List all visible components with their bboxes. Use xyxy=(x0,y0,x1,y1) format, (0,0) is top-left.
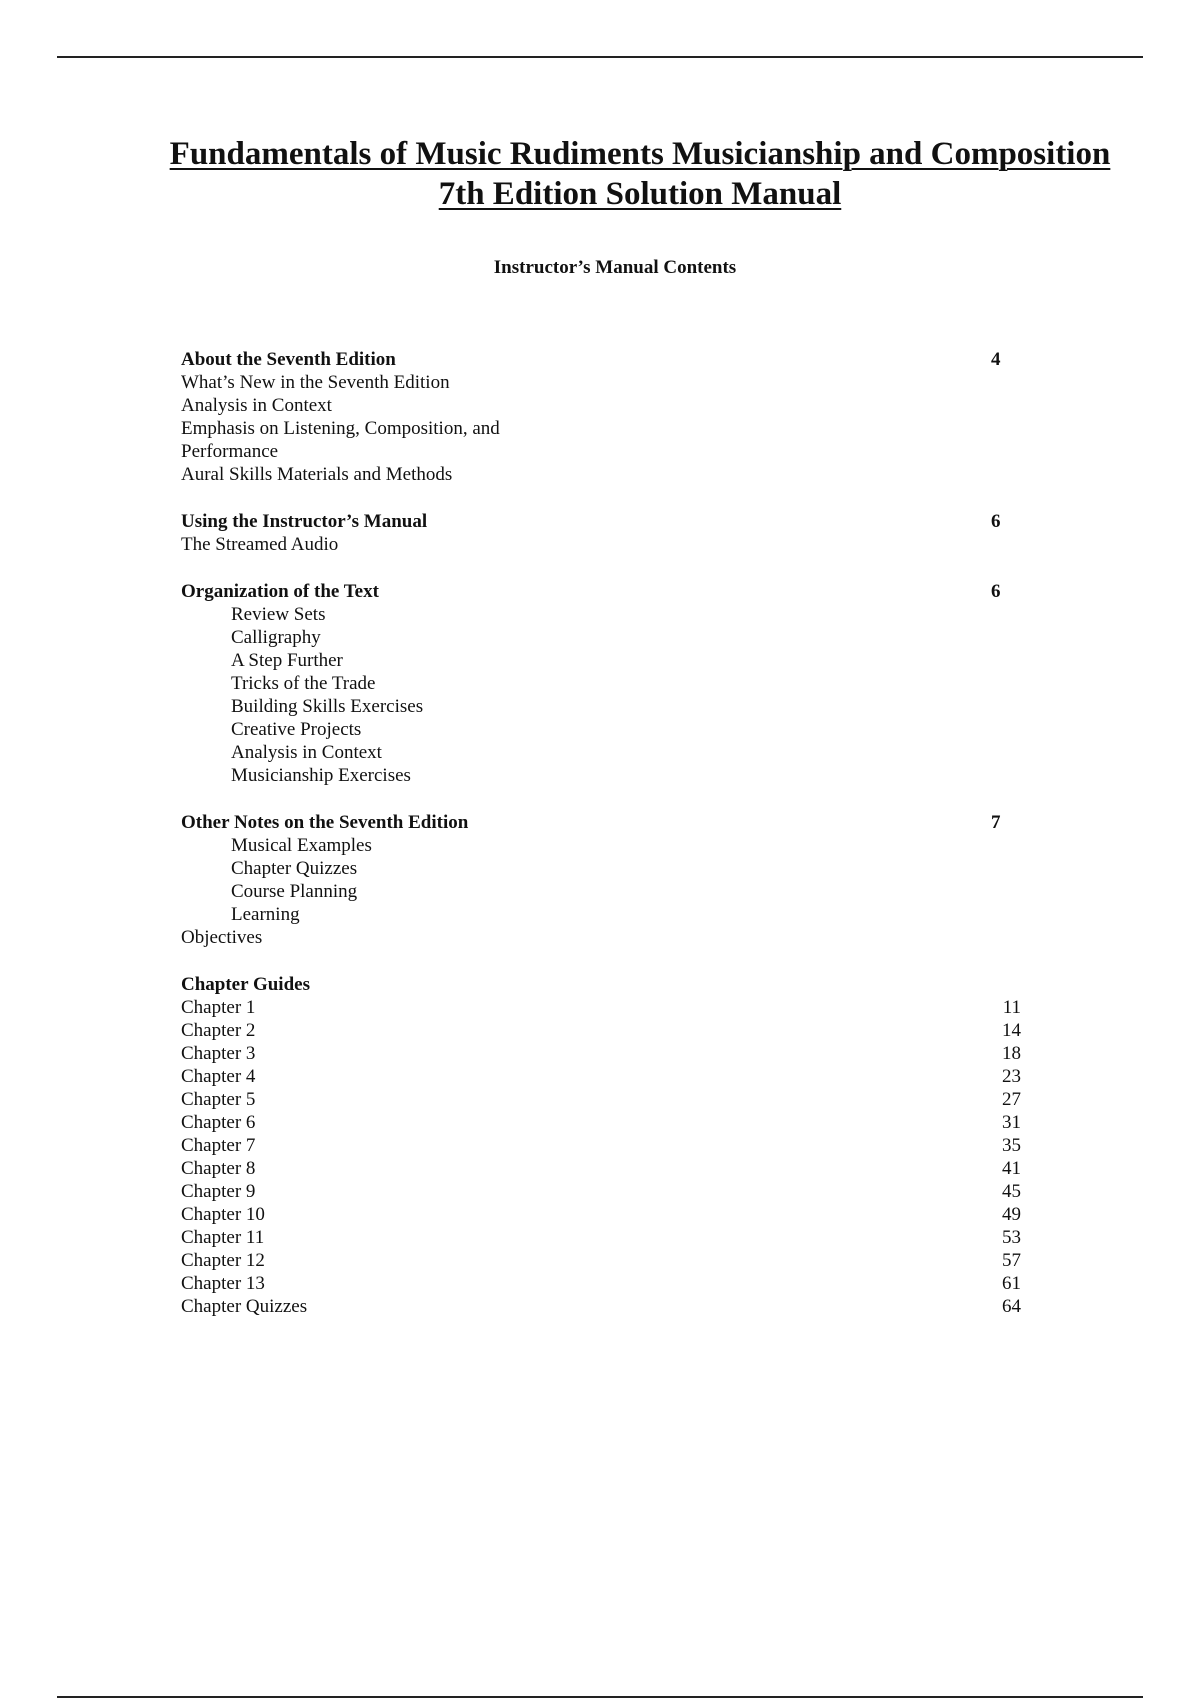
chapter-label: Chapter 7 xyxy=(181,1135,256,1156)
chapter-label: Chapter 1 xyxy=(181,997,256,1018)
chapter-row xyxy=(181,1226,1021,1249)
chapter-page-number: 49 xyxy=(1002,1204,1021,1225)
chapter-row xyxy=(181,996,1021,1019)
top-rule xyxy=(57,56,1143,58)
document-title: Fundamentals of Music Rudiments Musicianship and Composition 7th Edition Solution Manual xyxy=(169,136,1111,212)
chapter-row xyxy=(181,1088,1021,1111)
chapter-page-number: 35 xyxy=(1002,1135,1021,1156)
toc-item: Aural Skills Materials and Methods xyxy=(181,464,453,485)
section-heading: Chapter Guides xyxy=(181,974,310,995)
chapter-label: Chapter Quizzes xyxy=(181,1296,308,1317)
chapter-label: Chapter 12 xyxy=(181,1250,265,1271)
table-of-contents xyxy=(181,348,1021,1342)
chapter-page-number: 11 xyxy=(1002,997,1021,1018)
toc-item: Analysis in Context xyxy=(181,395,332,416)
contents-heading: Instructor’s Manual Contents xyxy=(493,257,737,278)
chapter-page-number: 41 xyxy=(1002,1158,1021,1179)
chapter-label: Chapter 2 xyxy=(181,1020,256,1041)
toc-item: Analysis in Context xyxy=(231,742,382,763)
toc-item: Tricks of the Trade xyxy=(231,673,376,694)
chapter-page-number: 45 xyxy=(1002,1181,1021,1202)
toc-item: Course Planning xyxy=(231,881,358,902)
toc-section-about xyxy=(181,348,1021,486)
toc-item: Creative Projects xyxy=(231,719,362,740)
chapter-label: Chapter 6 xyxy=(181,1112,256,1133)
chapter-page-number: 64 xyxy=(1002,1296,1021,1317)
toc-item: Musical Examples xyxy=(231,835,372,856)
chapter-page-number: 31 xyxy=(1002,1112,1021,1133)
section-page-number: 6 xyxy=(991,581,1001,602)
chapter-page-number: 53 xyxy=(1002,1227,1021,1248)
chapter-row xyxy=(181,1180,1021,1203)
chapter-row xyxy=(181,1111,1021,1134)
toc-item: Learning xyxy=(231,904,300,925)
toc-item: Chapter Quizzes xyxy=(231,858,358,879)
chapter-label: Chapter 8 xyxy=(181,1158,256,1179)
toc-item: Musicianship Exercises xyxy=(231,765,411,786)
chapter-page-number: 57 xyxy=(1002,1250,1021,1271)
chapter-page-number: 18 xyxy=(1002,1043,1021,1064)
chapter-row xyxy=(181,1295,1021,1318)
chapter-page-number: 23 xyxy=(1002,1066,1021,1087)
chapter-label: Chapter 4 xyxy=(181,1066,256,1087)
chapter-label: Chapter 10 xyxy=(181,1204,265,1225)
chapter-row xyxy=(181,1157,1021,1180)
toc-section-other-notes xyxy=(181,811,1021,949)
toc-item: Calligraphy xyxy=(231,627,321,648)
chapter-page-number: 27 xyxy=(1002,1089,1021,1110)
chapter-label: Chapter 5 xyxy=(181,1089,256,1110)
chapter-label: Chapter 11 xyxy=(181,1227,265,1248)
toc-item: What’s New in the Seventh Edition xyxy=(181,372,450,393)
toc-item: Building Skills Exercises xyxy=(231,696,424,717)
chapter-label: Chapter 3 xyxy=(181,1043,256,1064)
toc-section-using xyxy=(181,510,1021,556)
chapter-label: Chapter 9 xyxy=(181,1181,256,1202)
section-page-number: 6 xyxy=(991,511,1001,532)
toc-item: A Step Further xyxy=(231,650,343,671)
toc-item: Objectives xyxy=(181,927,263,948)
bottom-rule xyxy=(57,1696,1143,1698)
toc-item: Review Sets xyxy=(231,604,326,625)
chapter-page-number: 61 xyxy=(1002,1273,1021,1294)
section-heading: Organization of the Text xyxy=(181,581,379,602)
chapter-page-number: 14 xyxy=(1002,1020,1021,1041)
chapter-row xyxy=(181,1019,1021,1042)
chapter-label: Chapter 13 xyxy=(181,1273,265,1294)
chapter-row xyxy=(181,1042,1021,1065)
toc-item: The Streamed Audio xyxy=(181,534,339,555)
chapter-row xyxy=(181,1249,1021,1272)
section-heading: Using the Instructor’s Manual xyxy=(181,511,428,532)
toc-section-organization xyxy=(181,580,1021,787)
toc-item: Emphasis on Listening, Composition, and Performance xyxy=(181,418,500,462)
chapter-row xyxy=(181,1134,1021,1157)
chapter-row xyxy=(181,1272,1021,1295)
chapter-row xyxy=(181,1065,1021,1088)
toc-section-chapter-guides xyxy=(181,973,1021,1318)
section-page-number: 4 xyxy=(991,349,1001,370)
section-heading: About the Seventh Edition xyxy=(181,349,396,370)
section-page-number: 7 xyxy=(991,812,1001,833)
chapter-row xyxy=(181,1203,1021,1226)
section-heading: Other Notes on the Seventh Edition xyxy=(181,812,469,833)
